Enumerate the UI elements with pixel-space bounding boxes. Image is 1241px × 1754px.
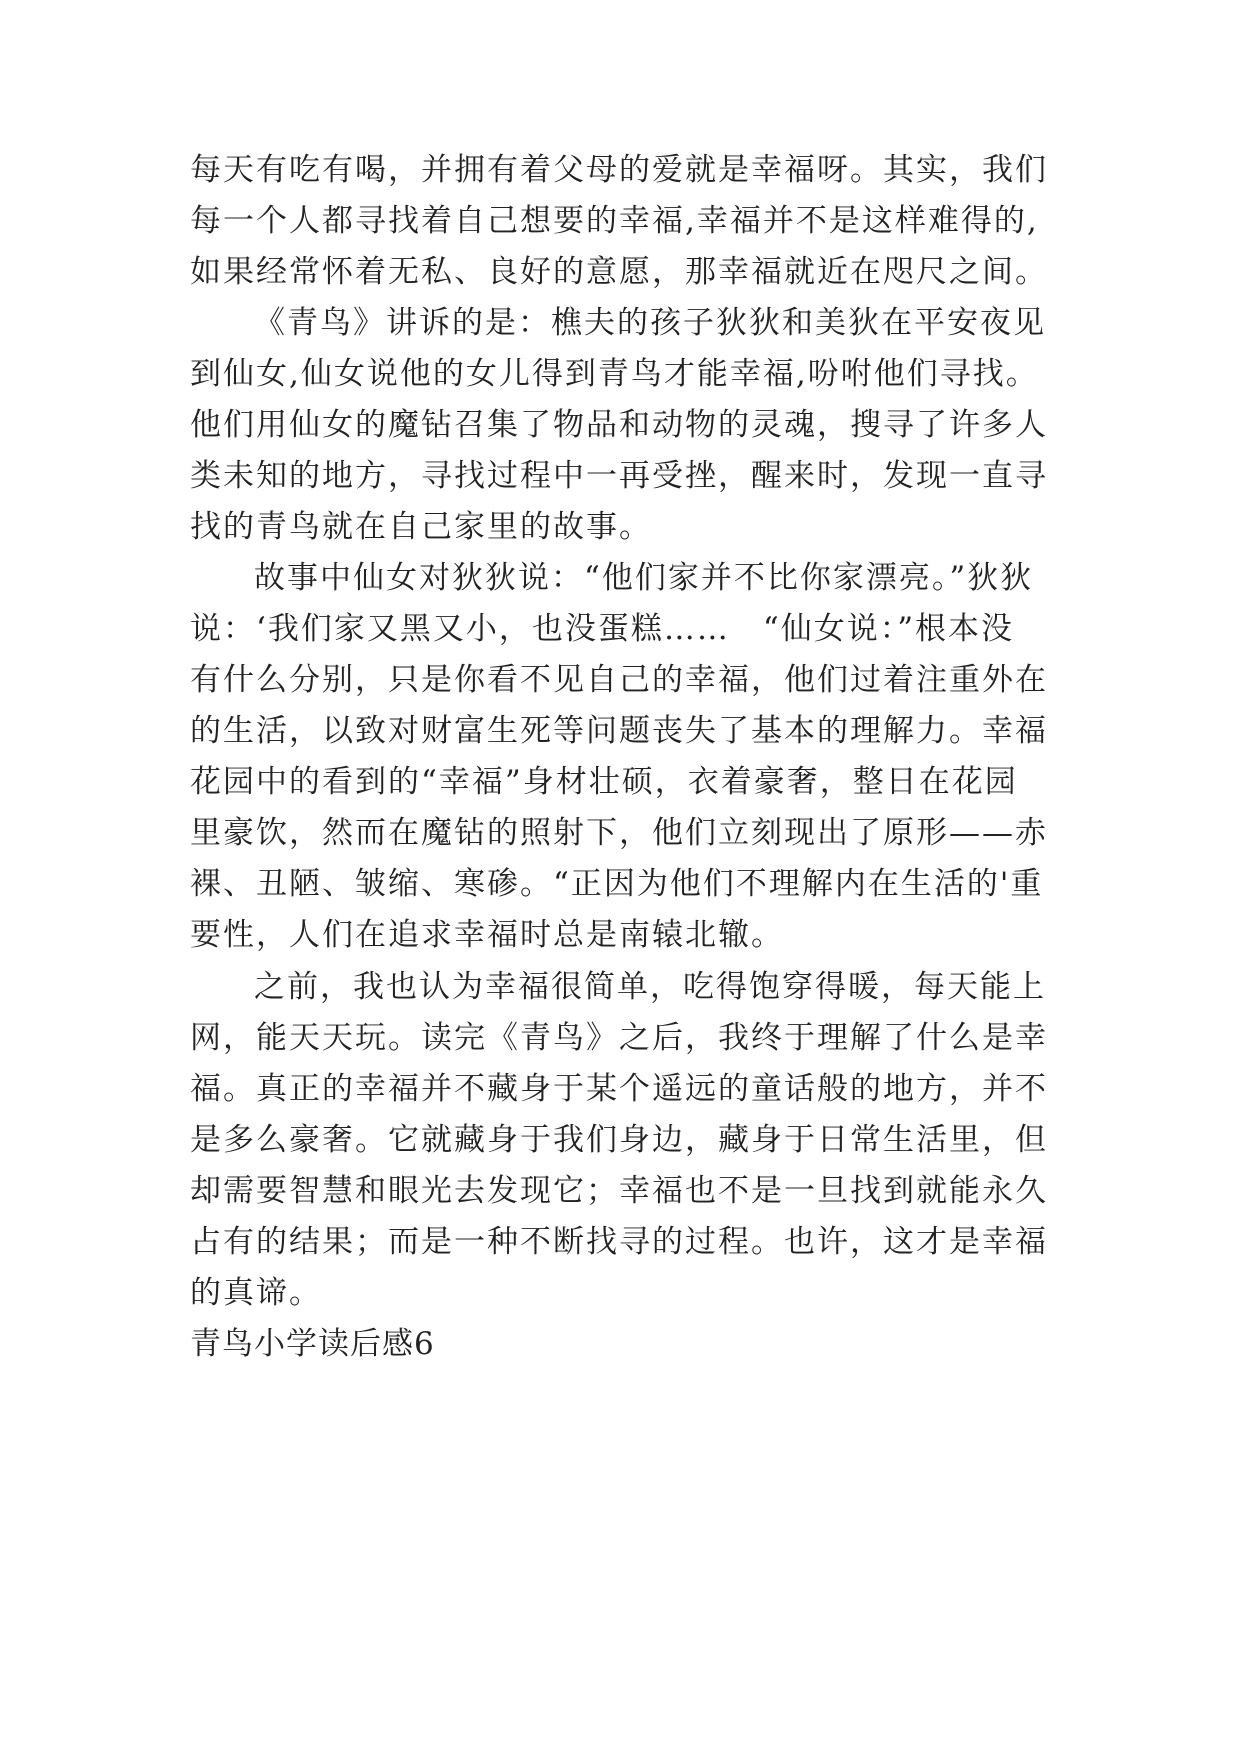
paragraph-4-line-3: 福。真正的幸福并不藏身于某个遥远的童话般的地方，并不 [190,1071,1048,1107]
paragraph-1-line-2: 每一个人都寻找着自己想要的幸福,幸福并不是这样难得的, [190,203,1039,239]
paragraph-2-line-5: 找的青鸟就在自己家里的故事。 [190,509,652,545]
paragraph-4-line-2: 网，能天天玩。读完《青鸟》之后，我终于理解了什么是幸 [190,1020,1048,1056]
paragraph-4-line-5: 却需要智慧和眼光去发现它；幸福也不是一旦找到就能永久 [190,1173,1048,1209]
paragraph-1-line-3: 如果经常怀着无私、良好的意愿，那幸福就近在咫尺之间。 [190,254,1048,290]
paragraph-3-line-8: 要性，人们在追求幸福时总是南辕北辙。 [190,917,784,953]
paragraph-4-line-4: 是多么豪奢。它就藏身于我们身边，藏身于日常生活里，但 [190,1122,1048,1158]
paragraph-3-line-6: 里豪饮，然而在魔钻的照射下，他们立刻现出了原形——赤 [190,815,1048,851]
paragraph-2-line-4: 类未知的地方，寻找过程中一再受挫，醒来时，发现一直寻 [190,458,1048,494]
paragraph-4-line-7: 的真谛。 [190,1275,322,1311]
paragraph-3-line-3: 有什么分别，只是你看不见自己的幸福，他们过着注重外在 [190,662,1048,698]
paragraph-4-line-1: 之前，我也认为幸福很简单，吃得饱穿得暖，每天能上 [254,969,1046,1005]
paragraph-2-line-1: 《青鸟》讲诉的是：樵夫的孩子狄狄和美狄在平安夜见 [254,305,1046,341]
paragraph-2-line-2: 到仙女,仙女说他的女儿得到青鸟才能幸福,吩咐他们寻找。 [190,356,1039,392]
paragraph-3-line-1: 故事中仙女对狄狄说：“他们家并不比你家漂亮。”狄狄 [254,560,1034,596]
paragraph-3-line-4: 的生活，以致对财富生死等问题丧失了基本的理解力。幸福 [190,713,1048,749]
paragraph-3-line-5: 花园中的看到的“幸福”身材壮硕，衣着豪奢，整日在花园 [190,764,1018,800]
paragraph-3-line-2: 说：‘我们家又黑又小，也没蛋糕…… “仙女说：”根本没 [190,611,1015,647]
paragraph-3-line-7: 裸、丑陋、皱缩、寒碜。“正因为他们不理解内在生活的'重 [190,866,1044,902]
section-heading: 青鸟小学读后感6 [190,1326,435,1362]
paragraph-4-line-6: 占有的结果；而是一种不断找寻的过程。也许，这才是幸福 [190,1224,1048,1260]
paragraph-2-line-3: 他们用仙女的魔钻召集了物品和动物的灵魂，搜寻了许多人 [190,407,1048,443]
paragraph-1-line-1: 每天有吃有喝，并拥有着父母的爱就是幸福呀。其实，我们 [190,152,1048,188]
